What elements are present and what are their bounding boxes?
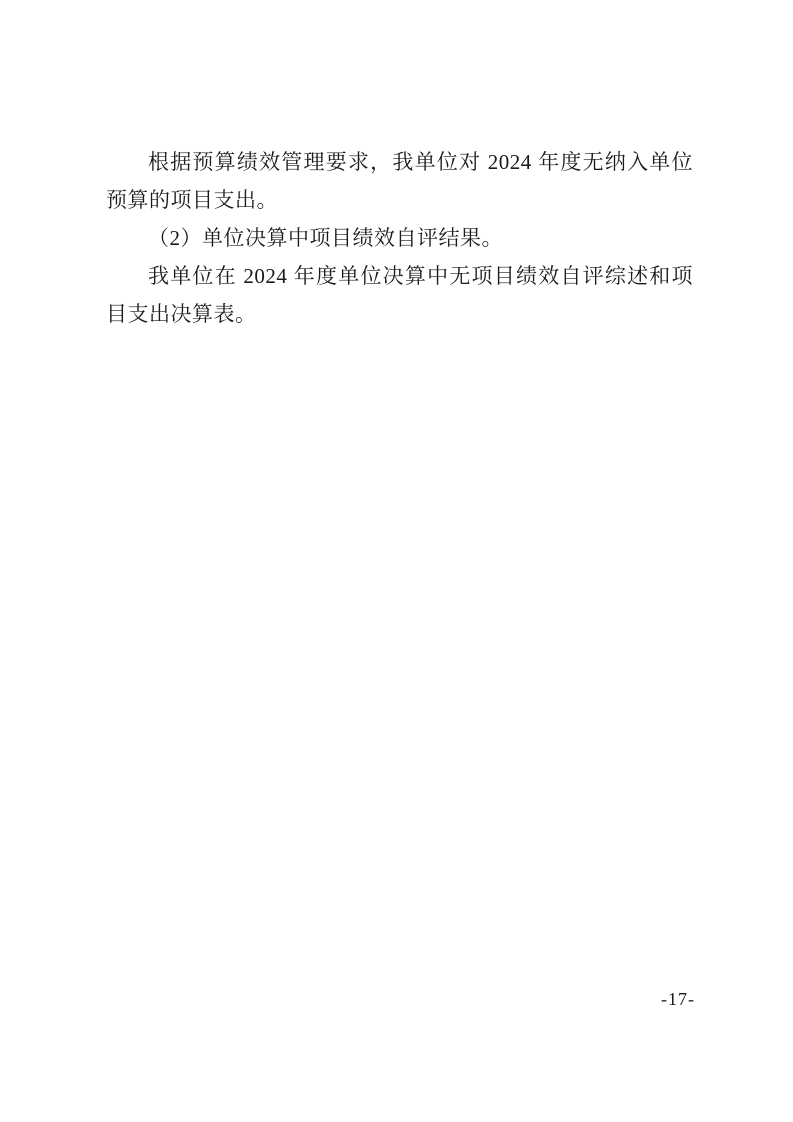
paragraph-section-heading: （2）单位决算中项目绩效自评结果。 bbox=[148, 226, 503, 250]
document-body bbox=[106, 143, 693, 333]
paragraph-budget-performance: 根据预算绩效管理要求，我单位对 2024 年度无纳入单位预算的项目支出。 bbox=[106, 150, 693, 212]
paragraph-self-evaluation: 我单位在 2024 年度单位决算中无项目绩效自评综述和项目支出决算表。 bbox=[106, 264, 693, 326]
page-number: -17- bbox=[661, 989, 695, 1009]
